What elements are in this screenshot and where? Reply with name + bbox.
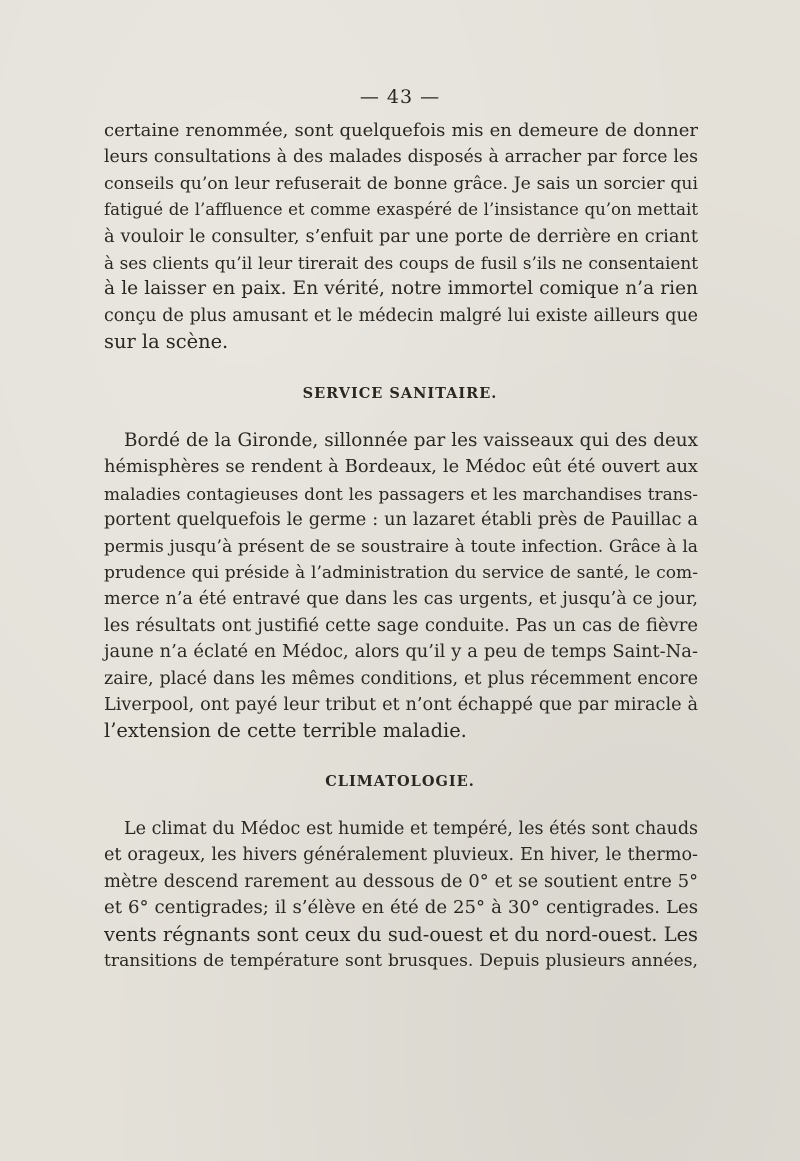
text-line: certaine renommée, sont quelquefois mis en demeure de donner: [104, 120, 698, 141]
text-line: prudence qui préside à l’administration du service de santé, le com-: [104, 562, 698, 583]
text-line: Le climat du Médoc est humide et tempéré, les étés sont chauds: [124, 819, 698, 839]
text-line: jaune n’a éclaté en Médoc, alors qu’il y a peu de temps Saint-Na-: [104, 641, 698, 663]
text-line: Liverpool, ont payé leur tribut et n’ont échappé que par miracle à: [104, 694, 698, 715]
text-line: à vouloir le consulter, s’enfuit par une porte de derrière en criant: [104, 225, 698, 247]
text-line: sur la scène.: [104, 330, 229, 354]
text-line: portent quelquefois le germe : un lazaret établi près de Pauillac a: [104, 510, 698, 531]
section-heading-service-sanitaire: SERVICE SANITAIRE.: [302, 385, 498, 402]
section-heading-climatologie: CLIMATOLOGIE.: [325, 773, 475, 790]
text-line: conçu de plus amusant et le médecin malgré lui existe ailleurs que: [104, 305, 698, 326]
text-line: conseils qu’on leur refuserait de bonne grâce. Je sais un sorcier qui: [104, 173, 698, 194]
service-paragraph: [104, 428, 698, 745]
text-line: leurs consultations à des malades disposés à arracher par force les: [104, 147, 698, 168]
text-line: permis jusqu’à présent de se soustraire à toute infection. Grâce à la: [104, 536, 698, 557]
text-line: vents régnants sont ceux du sud-ouest et du nord-ouest. Les: [104, 922, 698, 946]
text-line: zaire, placé dans les mêmes conditions, et plus récemment encore: [104, 668, 698, 689]
text-line: mètre descend rarement au dessous de 0° et se soutient entre 5°: [104, 870, 698, 892]
page-number: — 43 —: [359, 86, 441, 108]
text-line: les résultats ont justifié cette sage conduite. Pas un cas de fièvre: [104, 614, 698, 636]
text-line: à ses clients qu’il leur tirerait des coups de fusil s’ils ne consentaient: [104, 252, 698, 273]
text-line: hémisphères se rendent à Bordeaux, le Médoc eût été ouvert aux: [104, 456, 698, 478]
text-line: transitions de température sont brusques. Depuis plusieurs années,: [104, 950, 698, 971]
text-line: à le laisser en paix. En vérité, notre immortel comique n’a rien: [104, 278, 698, 300]
text-line: fatigué de l’affluence et comme exaspéré de l’insistance qu’on mettait: [104, 200, 698, 220]
text-line: l’extension de cette terrible maladie.: [104, 719, 467, 743]
text-line: et orageux, les hivers généralement pluvieux. En hiver, le thermo-: [104, 845, 698, 866]
text-line: Bordé de la Gironde, sillonnée par les vaisseaux qui des deux: [124, 430, 698, 451]
text-line: et 6° centigrades; il s’élève en été de 25° à 30° centigrades. Les: [104, 897, 698, 919]
intro-paragraph: [104, 118, 698, 356]
climat-paragraph: [104, 816, 698, 974]
text-line: merce n’a été entravé que dans les cas urgents, et jusqu’à ce jour,: [104, 589, 698, 610]
text-line: maladies contagieuses dont les passagers et les marchandises trans-: [104, 483, 698, 504]
